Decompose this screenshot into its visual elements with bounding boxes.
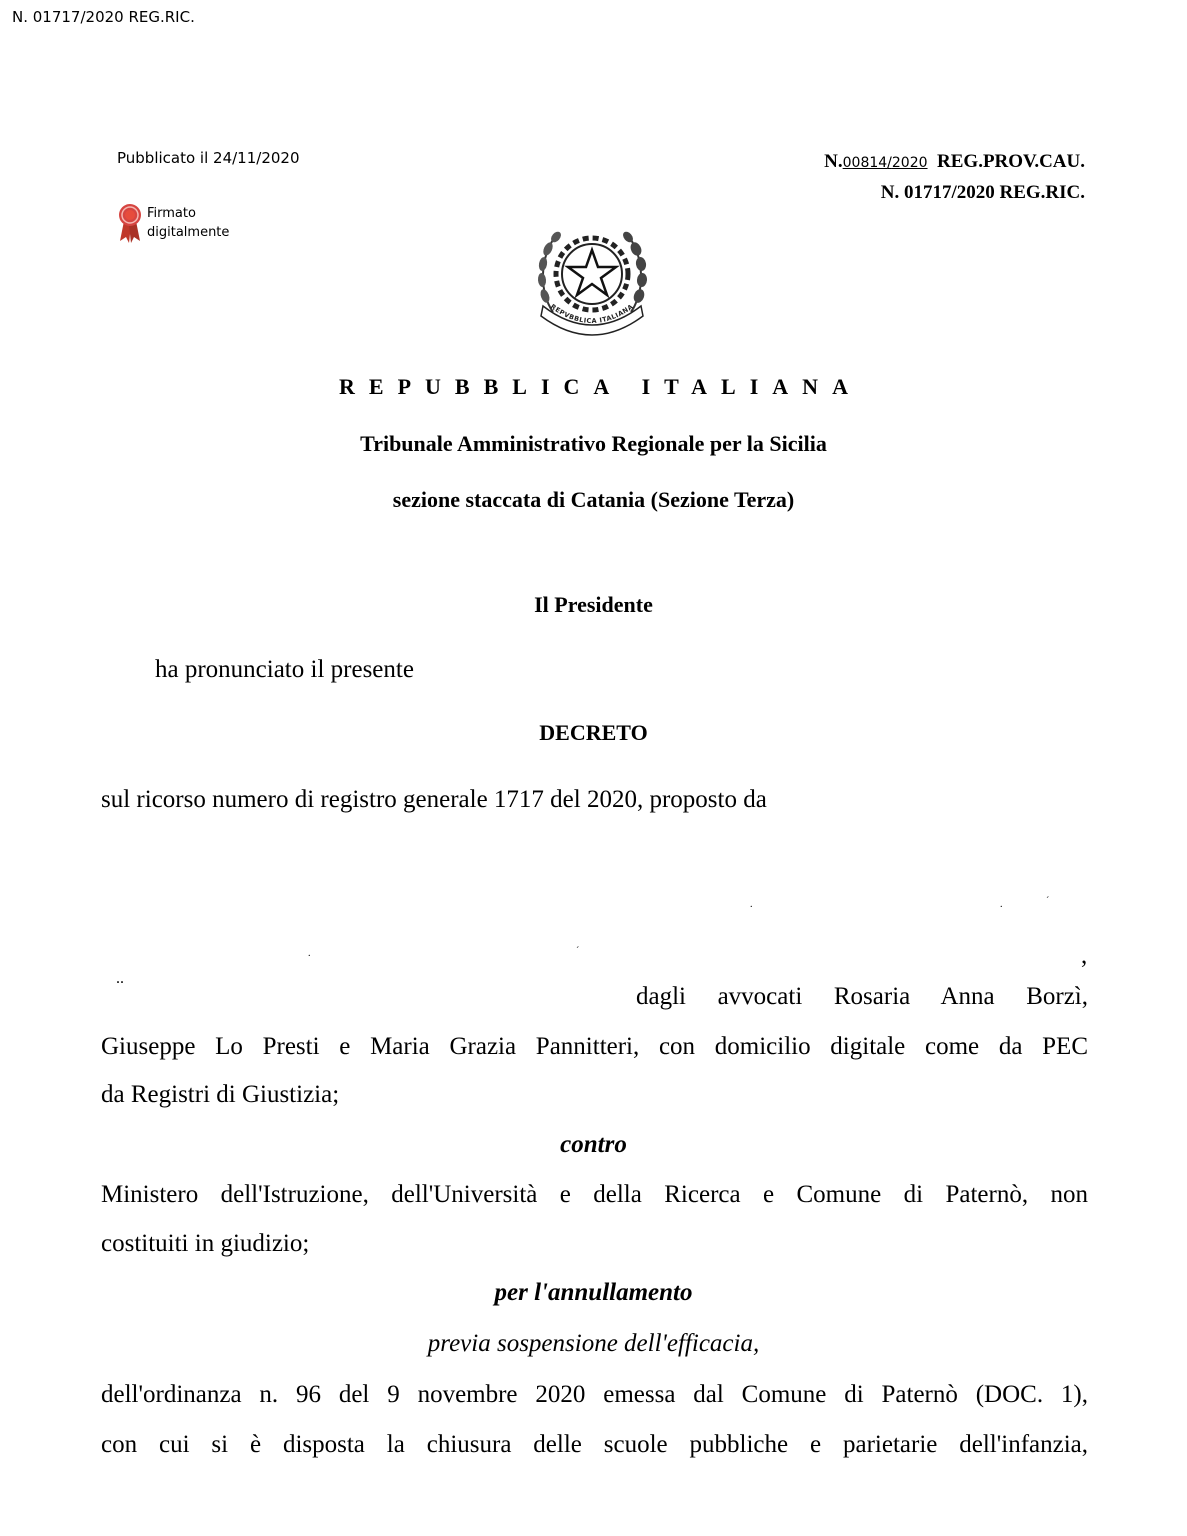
registry-block [824,147,1085,207]
ricorso-line: sul ricorso numero di registro generale 1717 del 2020, proposto da [101,786,767,813]
lawyers-line: da Registri di Giustizia; [101,1081,340,1108]
registry-prov-year: 2020 [891,155,928,171]
italian-republic-emblem-icon [533,212,651,344]
redaction-remnant: . [750,899,753,910]
ordinance-line: dell'ordinanza n. 96 del 9 novembre 2020 emessa dal Comune di Paternò (DOC. 1), [101,1381,1088,1408]
ribbon-seal-icon [117,203,143,245]
annulment-heading: per l'annullamento [494,1279,693,1306]
decree-title: DECRETO [539,720,648,745]
registry-prov-suffix: REG.PROV.CAU. [937,151,1085,172]
registry-ric-line: N. 01717/2020 REG.RIC. [880,182,1085,203]
registry-prov-number: 00814 [842,155,888,171]
lawyers-line: dagli avvocati Rosaria Anna Borzì, [636,983,1088,1010]
respondents-line: costituiti in giudizio; [101,1230,310,1257]
top-reference: N. 01717/2020 REG.RIC. [12,8,195,26]
redaction-remnant: .. [116,970,124,987]
court-section: sezione staccata di Catania (Sezione Terza) [392,487,795,512]
redaction-remnant: , [1081,942,1088,969]
registry-prov-prefix: N. [824,151,843,172]
redaction-remnant: . [308,948,311,959]
registry-prov-separator: / [887,155,892,171]
suspension-subheading: previa sospensione dell'efficacia, [427,1330,760,1357]
president-heading: Il Presidente [534,592,653,617]
registry-prov-line [824,147,1085,178]
emblem-motto: REPVBBLICA ITALIANA [549,302,635,326]
republic-heading: REPUBBLICA ITALIANA [339,374,862,399]
lawyers-line: Giuseppe Lo Presti e Maria Grazia Pannitteri, con domicilio digitale come da PEC [101,1033,1088,1060]
pronounced-line: ha pronunciato il presente [155,656,414,683]
digital-signature-badge [117,203,229,245]
publication-date: Pubblicato il 24/11/2020 [117,149,300,167]
tribunal-name: Tribunale Amministrativo Regionale per la Sicilia [360,431,827,456]
redaction-remnant: ´ [576,946,580,957]
contro-heading: contro [560,1131,627,1158]
respondents-line: Ministero dell'Istruzione, dell'Università e della Ricerca e Comune di Paternò, non [101,1181,1088,1208]
ordinance-line: con cui si è disposta la chiusura delle scuole pubbliche e parietarie dell'infanzia, [101,1431,1088,1458]
redaction-remnant: ´ [1046,896,1050,907]
signature-label-line1: Firmato [147,206,196,221]
signature-label-line2: digitalmente [147,225,230,240]
redaction-remnant: . [1000,899,1003,910]
